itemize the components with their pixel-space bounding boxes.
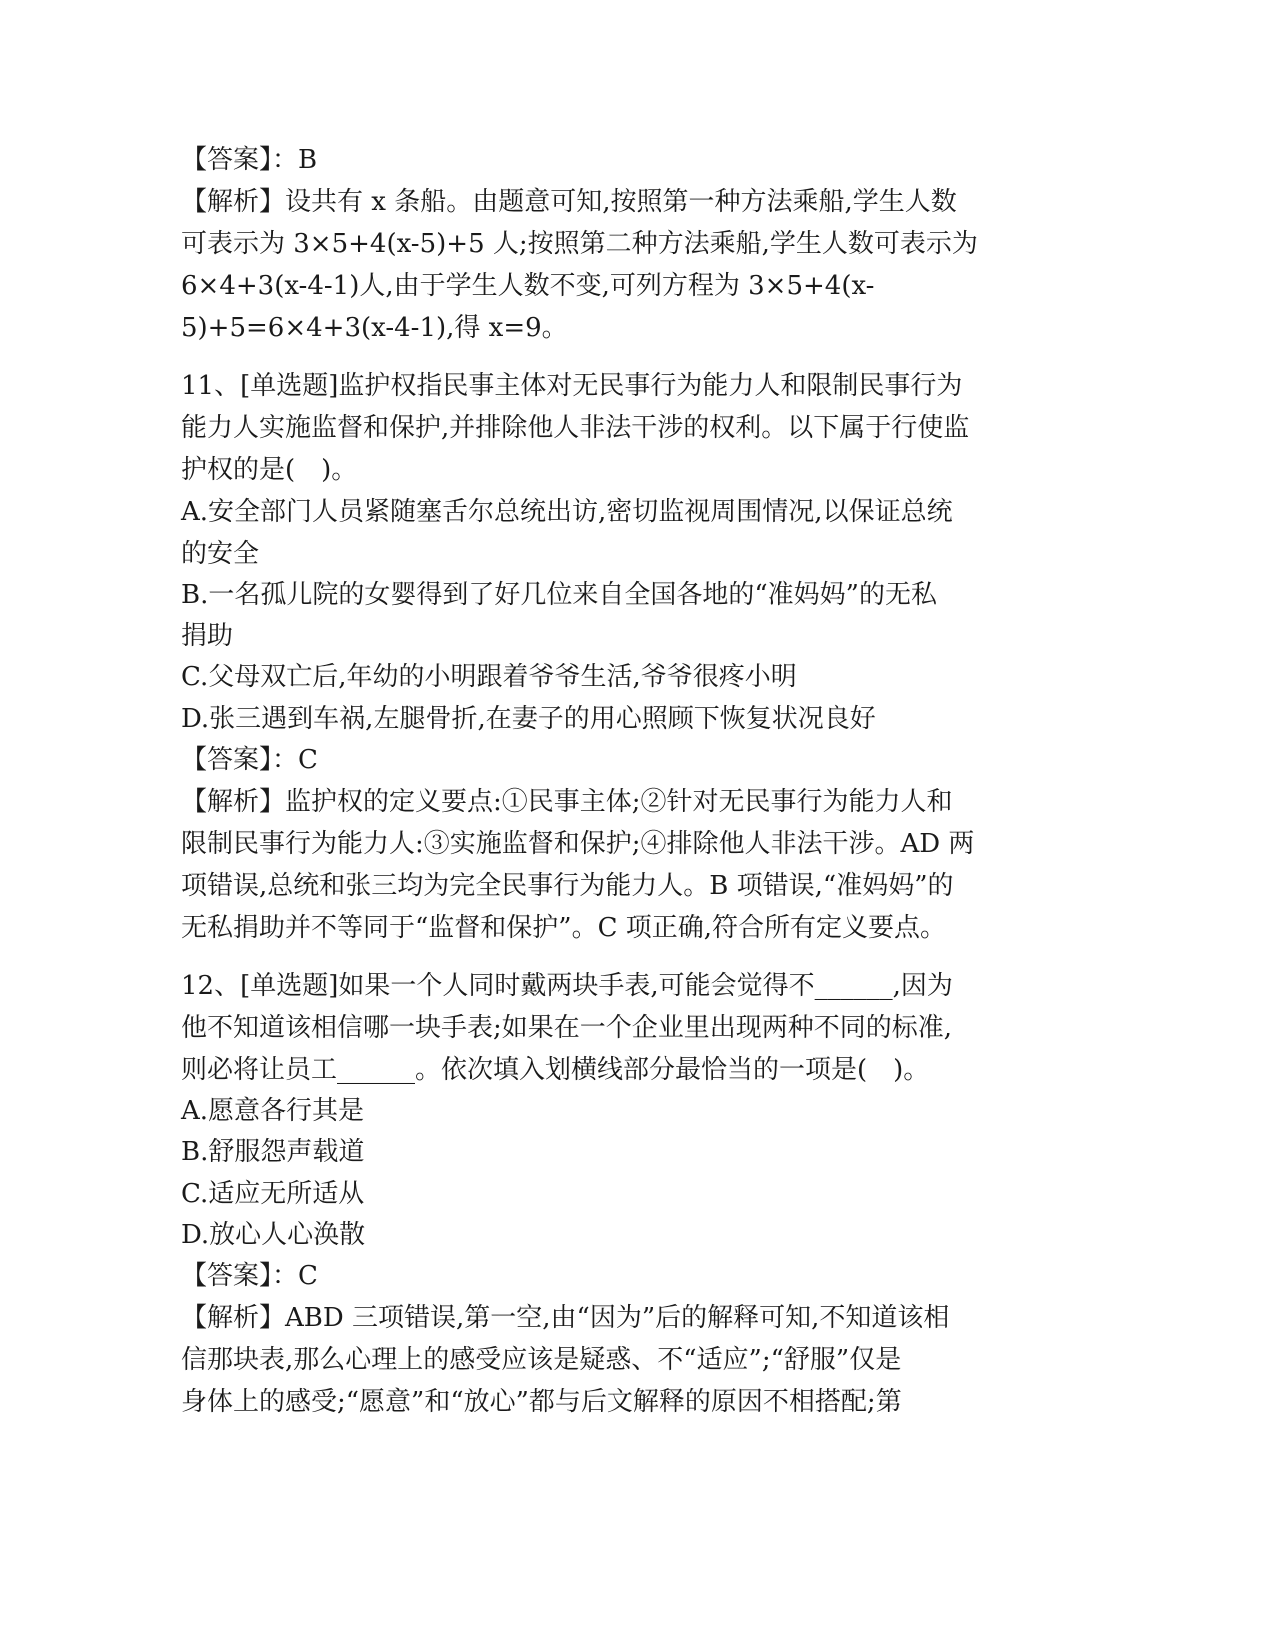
question-11-line: 能力人实施监督和保护,并排除他人非法干涉的权利。以下属于行使监 [181, 413, 970, 443]
answer-line-q12: 【答案】：C [181, 1261, 318, 1291]
question-11-line: 护权的是( )。 [181, 455, 358, 485]
option-a-q12: A.愿意各行其是 [181, 1096, 365, 1126]
analysis-line-q10: 5)+5=6×4+3(x-4-1),得 x=9。 [181, 313, 568, 343]
analysis-line-q12: 【解析】ABD 三项错误,第一空,由“因为”后的解释可知,不知道该相 [181, 1303, 950, 1333]
question-12-line: 则必将让员工______。依次填入划横线部分最恰当的一项是( )。 [181, 1055, 930, 1085]
analysis-line-q11: 无私捐助并不等同于“监督和保护”。C 项正确,符合所有定义要点。 [181, 913, 947, 943]
analysis-line-q11: 限制民事行为能力人:③实施监督和保护;④排除他人非法干涉。AD 两 [181, 829, 975, 859]
question-11-line: 11、[单选题]监护权指民事主体对无民事行为能力人和限制民事行为 [181, 371, 963, 401]
option-a-q11: A.安全部门人员紧随塞舌尔总统出访,密切监视周围情况,以保证总统 [181, 497, 953, 527]
analysis-line-q10: 6×4+3(x-4-1)人,由于学生人数不变,可列方程为 3×5+4(x- [181, 271, 875, 301]
option-c-q12: C.适应无所适从 [181, 1179, 365, 1209]
analysis-line-q11: 【解析】监护权的定义要点:①民事主体;②针对无民事行为能力人和 [181, 787, 953, 817]
option-a-q11: 的安全 [181, 539, 260, 569]
option-d-q12: D.放心人心涣散 [181, 1220, 366, 1250]
option-d-q11: D.张三遇到车祸,左腿骨折,在妻子的用心照顾下恢复状况良好 [181, 704, 876, 734]
answer-line-q11: 【答案】：C [181, 745, 318, 775]
option-b-q12: B.舒服怨声载道 [181, 1137, 365, 1167]
option-b-q11: B.一名孤儿院的女婴得到了好几位来自全国各地的“准妈妈”的无私 [181, 580, 937, 610]
analysis-line-q10: 【解析】设共有 x 条船。由题意可知,按照第一种方法乘船,学生人数 [181, 187, 957, 217]
option-b-q11: 捐助 [181, 621, 234, 651]
question-12-line: 12、[单选题]如果一个人同时戴两块手表,可能会觉得不______,因为 [181, 971, 953, 1001]
analysis-line-q10: 可表示为 3×5+4(x-5)+5 人;按照第二种方法乘船,学生人数可表示为 [181, 229, 978, 259]
question-12-line: 他不知道该相信哪一块手表;如果在一个企业里出现两种不同的标准, [181, 1013, 953, 1043]
analysis-line-q12: 信那块表,那么心理上的感受应该是疑惑、不“适应”;“舒服”仅是 [181, 1345, 902, 1375]
answer-line-q10: 【答案】：B [181, 145, 318, 175]
analysis-line-q11: 项错误,总统和张三均为完全民事行为能力人。B 项错误,“准妈妈”的 [181, 871, 954, 901]
option-c-q11: C.父母双亡后,年幼的小明跟着爷爷生活,爷爷很疼小明 [181, 662, 797, 692]
analysis-line-q12: 身体上的感受;“愿意”和“放心”都与后文解释的原因不相搭配;第 [181, 1387, 902, 1417]
